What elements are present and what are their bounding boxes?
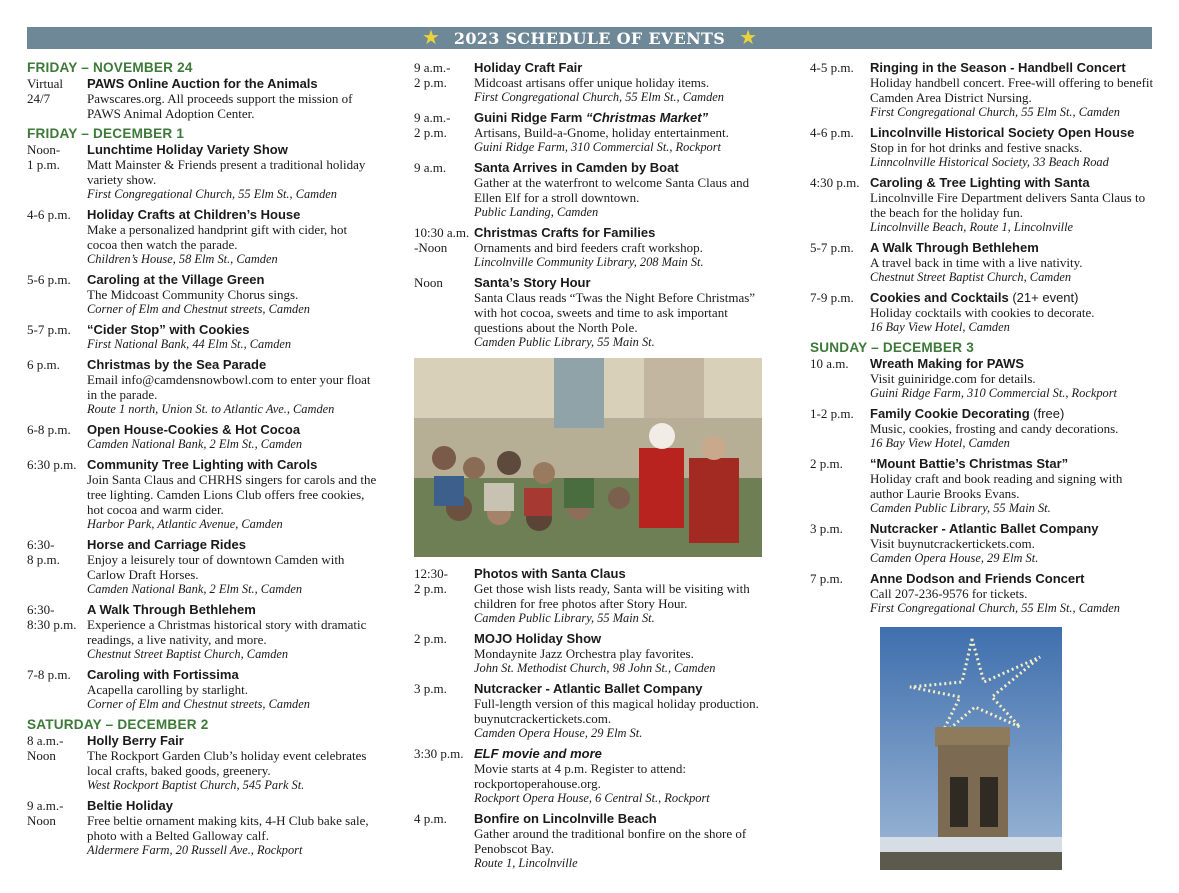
event-time: 10 a.m. xyxy=(810,356,849,371)
event-name: Wreath Making for PAWS xyxy=(870,356,1025,371)
event-item xyxy=(810,356,1154,401)
event-item xyxy=(810,406,1154,451)
event-description: Gather at the waterfront to welcome Santa Claus and Ellen Elf for a stroll downtown. xyxy=(474,175,750,205)
column-1 xyxy=(27,60,377,863)
event-location: Rockport Opera House, 6 Central St., Rockport xyxy=(474,791,710,805)
event-description: Midcoast artisans offer unique holiday items. xyxy=(474,75,710,90)
event-name: Community Tree Lighting with Carols xyxy=(87,457,318,472)
event-location: Camden Opera House, 29 Elm St. xyxy=(474,726,643,740)
star-icon: ★ xyxy=(421,27,440,49)
event-time: 5-6 p.m. xyxy=(27,272,71,287)
event-description: Join Santa Claus and CHRHS singers for carols and the tree lighting. Camden Lions Club offers free cookies, hot cocoa and warm cider. xyxy=(87,472,377,517)
event-location: Camden Opera House, 29 Elm St. xyxy=(870,551,1039,565)
event-item xyxy=(27,602,377,662)
column-2-lower xyxy=(414,566,766,876)
event-location: Children’s House, 58 Elm St., Camden xyxy=(87,252,278,266)
day-heading: SATURDAY – DECEMBER 2 xyxy=(27,717,209,732)
event-time: 3:30 p.m. xyxy=(414,746,464,761)
event-location: Chestnut Street Baptist Church, Camden xyxy=(87,647,289,661)
column-3 xyxy=(810,60,1154,621)
event-name: MOJO Holiday Show xyxy=(474,631,602,646)
event-item xyxy=(27,272,377,317)
event-time: 9 a.m.- Noon xyxy=(27,798,64,828)
event-time: 9 a.m.- 2 p.m. xyxy=(414,60,451,90)
event-name: PAWS Online Auction for the Animals xyxy=(87,76,318,91)
event-location: Linncolnville Historical Society, 33 Beach Road xyxy=(870,155,1109,169)
day-heading: FRIDAY – NOVEMBER 24 xyxy=(27,60,193,75)
event-time: Noon- 1 p.m. xyxy=(27,142,61,172)
event-location: Public Landing, Camden xyxy=(474,205,599,219)
event-item xyxy=(414,746,766,806)
event-location: First Congregational Church, 55 Elm St., Camden xyxy=(870,105,1120,119)
event-item xyxy=(414,225,766,270)
event-description: Stop in for hot drinks and festive snacks. xyxy=(870,140,1083,155)
event-name: Caroling at the Village Green xyxy=(87,272,265,287)
event-time: 4:30 p.m. xyxy=(810,175,860,190)
day-heading: FRIDAY – DECEMBER 1 xyxy=(27,126,185,141)
event-name: Photos with Santa Claus xyxy=(474,566,626,581)
event-description: Email info@camdensnowbowl.com to enter your float in the parade. xyxy=(87,372,371,402)
event-time: 2 p.m. xyxy=(414,631,447,646)
event-description: A travel back in time with a live nativity. xyxy=(870,255,1083,270)
event-description: Holiday craft and book reading and signing with author Laurie Brooks Evans. xyxy=(870,471,1123,501)
event-name: Nutcracker - Atlantic Ballet Company xyxy=(870,521,1099,536)
event-item xyxy=(810,60,1154,120)
event-time: 7-8 p.m. xyxy=(27,667,71,682)
event-description: Matt Mainster & Friends present a traditional holiday variety show. xyxy=(87,157,366,187)
event-description: Holiday handbell concert. Free-will offering to benefit Camden Area District Nursing. xyxy=(870,75,1154,105)
event-name: Santa’s Story Hour xyxy=(474,275,591,290)
event-location: Corner of Elm and Chestnut streets, Camden xyxy=(87,302,310,316)
event-location: West Rockport Baptist Church, 545 Park St. xyxy=(87,778,305,792)
event-description: Visit buynutcrackertickets.com. xyxy=(870,536,1035,551)
event-time: 7-9 p.m. xyxy=(810,290,854,305)
event-time: 9 a.m.- 2 p.m. xyxy=(414,110,451,140)
event-name: A Walk Through Bethlehem xyxy=(87,602,256,617)
event-description: Experience a Christmas historical story with dramatic readings, a live nativity, and more. xyxy=(87,617,367,647)
event-location: Camden Public Library, 55 Main St. xyxy=(870,501,1051,515)
event-time: 6:30- 8:30 p.m. xyxy=(27,602,77,632)
event-name: Bonfire on Lincolnville Beach xyxy=(474,811,657,826)
event-location: Camden National Bank, 2 Elm St., Camden xyxy=(87,437,303,451)
event-description: Gather around the traditional bonfire on the shore of Penobscot Bay. xyxy=(474,826,747,856)
event-item xyxy=(810,456,1154,516)
event-description: Pawscares.org. All proceeds support the mission of PAWS Animal Adoption Center. xyxy=(87,91,353,121)
event-name: Lunchtime Holiday Variety Show xyxy=(87,142,288,157)
event-name: “Cider Stop” with Cookies xyxy=(87,322,250,337)
event-description: Enjoy a leisurely tour of downtown Camden with Carlow Draft Horses. xyxy=(87,552,345,582)
event-time: 5-7 p.m. xyxy=(27,322,71,337)
event-item xyxy=(414,275,766,350)
event-location: Guini Ridge Farm, 310 Commercial St., Rockport xyxy=(474,140,721,154)
event-location: First Congregational Church, 55 Elm St., Camden xyxy=(474,90,724,104)
event-item xyxy=(27,357,377,417)
event-location: John St. Methodist Church, 98 John St., Camden xyxy=(474,661,716,675)
event-name-extra: (21+ event) xyxy=(1012,290,1079,305)
event-description: Full-length version of this magical holiday production. buynutcrackertickets.com. xyxy=(474,696,759,726)
event-item xyxy=(414,110,766,155)
event-item xyxy=(810,125,1154,170)
event-name: Christmas by the Sea Parade xyxy=(87,357,267,372)
event-item xyxy=(810,521,1154,566)
banner-title: 2023 SCHEDULE OF EVENTS xyxy=(453,28,726,48)
event-name: Beltie Holiday xyxy=(87,798,173,813)
event-location: Lincolnville Community Library, 208 Main St. xyxy=(474,255,704,269)
event-item xyxy=(27,76,377,121)
event-item xyxy=(27,457,377,532)
event-name: Nutcracker - Atlantic Ballet Company xyxy=(474,681,703,696)
event-name: Horse and Carriage Rides xyxy=(87,537,246,552)
event-time: 1-2 p.m. xyxy=(810,406,854,421)
event-location: Lincolnville Beach, Route 1, Lincolnville xyxy=(870,220,1074,234)
event-time: 12:30- 2 p.m. xyxy=(414,566,448,596)
event-location: Chestnut Street Baptist Church, Camden xyxy=(870,270,1072,284)
mount-battie-tower-photo xyxy=(880,627,1062,870)
event-time: Noon xyxy=(414,275,443,290)
event-item xyxy=(810,175,1154,235)
event-time: 6:30 p.m. xyxy=(27,457,77,472)
event-item xyxy=(27,322,377,352)
event-description: Visit guiniridge.com for details. xyxy=(870,371,1036,386)
event-description: Artisans, Build-a-Gnome, holiday entertainment. xyxy=(474,125,729,140)
event-name: A Walk Through Bethlehem xyxy=(870,240,1039,255)
event-time: 4 p.m. xyxy=(414,811,447,826)
event-name: ELF movie and more xyxy=(474,746,602,761)
event-time: 5-7 p.m. xyxy=(810,240,854,255)
event-description: Call 207-236-9576 for tickets. xyxy=(870,586,1028,601)
event-description: Get those wish lists ready, Santa will be visiting with children for free photos after Story Hour. xyxy=(474,581,750,611)
event-name: Family Cookie Decorating (free) xyxy=(870,406,1065,421)
event-location: 16 Bay View Hotel, Camden xyxy=(870,320,1010,334)
event-location: Aldermere Farm, 20 Russell Ave., Rockport xyxy=(87,843,303,857)
event-item xyxy=(27,537,377,597)
event-item xyxy=(810,240,1154,285)
event-description: Movie starts at 4 p.m. Register to attend: rockportoperahouse.org. xyxy=(474,761,686,791)
star-icon: ★ xyxy=(739,27,758,49)
event-item xyxy=(810,290,1154,335)
event-description: The Midcoast Community Chorus sings. xyxy=(87,287,299,302)
event-time: 7 p.m. xyxy=(810,571,843,586)
event-name: Lincolnville Historical Society Open House xyxy=(870,125,1135,140)
event-location: First National Bank, 44 Elm St., Camden xyxy=(87,337,292,351)
event-description: Acapella carolling by starlight. xyxy=(87,682,249,697)
event-item xyxy=(414,160,766,220)
event-time: 3 p.m. xyxy=(810,521,843,536)
event-name-extra: (free) xyxy=(1033,406,1065,421)
event-item xyxy=(414,811,766,871)
event-item xyxy=(414,631,766,676)
event-time: 10:30 a.m. -Noon xyxy=(414,225,470,255)
event-name: Holiday Crafts at Children’s House xyxy=(87,207,301,222)
event-description: Music, cookies, frosting and candy decorations. xyxy=(870,421,1119,436)
day-heading: SUNDAY – DECEMBER 3 xyxy=(810,340,974,355)
event-item xyxy=(27,422,377,452)
event-description: Make a personalized handprint gift with cider, hot cocoa then watch the parade. xyxy=(87,222,348,252)
event-item xyxy=(414,60,766,105)
event-location: 16 Bay View Hotel, Camden xyxy=(870,436,1010,450)
event-time: 6 p.m. xyxy=(27,357,60,372)
event-item xyxy=(414,566,766,626)
event-name: Christmas Crafts for Families xyxy=(474,225,656,240)
event-time: 4-6 p.m. xyxy=(810,125,854,140)
event-time: 6:30- 8 p.m. xyxy=(27,537,60,567)
event-description: Mondaynite Jazz Orchestra play favorites. xyxy=(474,646,694,661)
event-item xyxy=(27,733,377,793)
event-location: Route 1, Lincolnville xyxy=(474,856,578,870)
event-time: Virtual 24/7 xyxy=(27,76,64,106)
event-location: Corner of Elm and Chestnut streets, Camden xyxy=(87,697,310,711)
event-time: 4-5 p.m. xyxy=(810,60,854,75)
event-location: Harbor Park, Atlantic Avenue, Camden xyxy=(87,517,283,531)
event-name: Ringing in the Season - Handbell Concert xyxy=(870,60,1126,75)
event-location: First Congregational Church, 55 Elm St., Camden xyxy=(87,187,337,201)
event-name: Caroling with Fortissima xyxy=(87,667,239,682)
event-item xyxy=(27,142,377,202)
event-name: Holly Berry Fair xyxy=(87,733,184,748)
event-name: Cookies and Cocktails (21+ event) xyxy=(870,290,1079,305)
event-time: 3 p.m. xyxy=(414,681,447,696)
event-description: Holiday cocktails with cookies to decorate. xyxy=(870,305,1095,320)
event-time: 6-8 p.m. xyxy=(27,422,71,437)
santa-story-hour-photo xyxy=(414,358,762,557)
event-name: Anne Dodson and Friends Concert xyxy=(870,571,1085,586)
event-location: Camden Public Library, 55 Main St. xyxy=(474,335,655,349)
event-description: Santa Claus reads “Twas the Night Before Christmas” with hot cocoa, sweets and time to ask important questions about the North Pole. xyxy=(474,290,756,335)
event-time: 8 a.m.- Noon xyxy=(27,733,64,763)
event-location: Guini Ridge Farm, 310 Commercial St., Rockport xyxy=(870,386,1117,400)
event-location: Camden Public Library, 55 Main St. xyxy=(474,611,655,625)
event-name: Holiday Craft Fair xyxy=(474,60,583,75)
event-name: Santa Arrives in Camden by Boat xyxy=(474,160,679,175)
event-item xyxy=(27,667,377,712)
event-location: First Congregational Church, 55 Elm St., Camden xyxy=(870,601,1120,615)
event-name: Caroling & Tree Lighting with Santa xyxy=(870,175,1090,190)
schedule-banner xyxy=(27,27,1152,49)
event-name: “Mount Battie’s Christmas Star” xyxy=(870,456,1069,471)
event-description: Free beltie ornament making kits, 4-H Club bake sale, photo with a Belted Galloway calf. xyxy=(87,813,369,843)
event-description: The Rockport Garden Club’s holiday event celebrates local crafts, baked goods, greenery. xyxy=(87,748,367,778)
event-time: 2 p.m. xyxy=(810,456,843,471)
event-name: Guini Ridge Farm “Christmas Market” xyxy=(474,110,709,125)
event-item xyxy=(27,207,377,267)
event-location: Route 1 north, Union St. to Atlantic Ave., Camden xyxy=(87,402,335,416)
event-name: Open House-Cookies & Hot Cocoa xyxy=(87,422,301,437)
event-location: Camden National Bank, 2 Elm St., Camden xyxy=(87,582,303,596)
event-description: Lincolnville Fire Department delivers Santa Claus to the beach for the holiday fun. xyxy=(870,190,1146,220)
event-time: 9 a.m. xyxy=(414,160,447,175)
event-description: Ornaments and bird feeders craft workshop. xyxy=(474,240,703,255)
event-item xyxy=(414,681,766,741)
event-time: 4-6 p.m. xyxy=(27,207,71,222)
column-2 xyxy=(414,60,766,355)
event-name-extra: “Christmas Market” xyxy=(585,110,709,125)
event-item xyxy=(810,571,1154,616)
event-item xyxy=(27,798,377,858)
